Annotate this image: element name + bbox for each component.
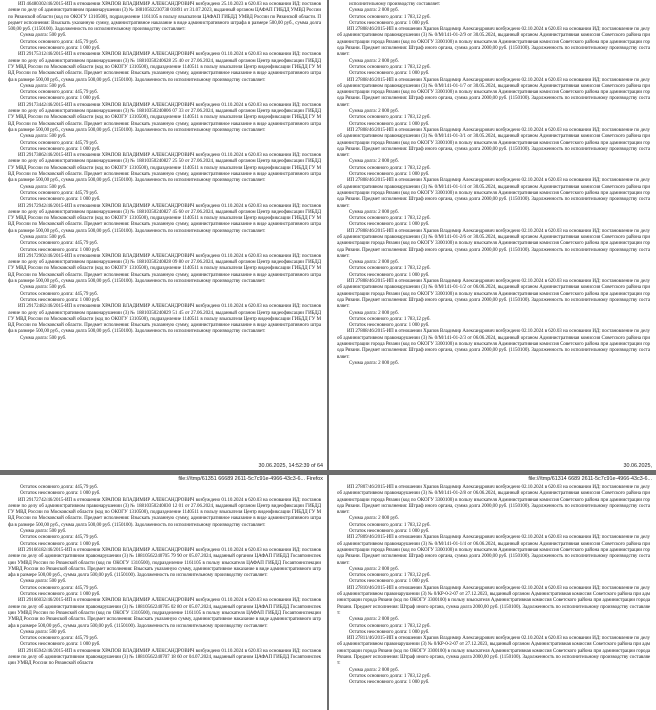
main-debt-remainder: Остаток основного долга: 445,79 руб.: [20, 241, 98, 247]
debt-amount: Сумма долга: 500 руб.: [20, 134, 67, 140]
main-debt-remainder: Остаток основного долга: 445,79 руб.: [20, 485, 98, 490]
enforcement-record: ИП 27808/46/2015-ИП в отношении Храпов Владимир Александрович возбуждено 02.10.2024 в 620.03 на основании ИД: постановление по делу об административном правонарушении (3) № 0/М/141-01-1/2 от 06.06.2024, выданный органом Административная комиссия Советского района при администрации города Рязани (код по ОКОГУ 3300100) в пользу взыскателя Административная комиссия Советского района при администрации города Рязани. Предмет исполнения: Штраф иного органа, сумма долга 2000,00 руб. (1150100). Задолженность по исполнительному производству составляет:: [337, 279, 650, 310]
nonmain-debt-remainder: Остаток неосновного долга: 1 000 руб.: [349, 71, 430, 77]
debt-amount: Сумма долга: 2 000 руб.: [349, 617, 399, 623]
enforcement-record: ИП 27808/46/2015-ИП в отношении Храпов Владимир Александрович возбуждено 02.10.2024 в 620.03 на основании ИД: постановление по делу об административном правонарушении (3) № 0/М/141-01-2/3 от 06.06.2024, выданный органом Административная комиссия Советского района при администрации города Рязани (код по ОКОГУ 3300100) в пользу взыскателя Административная комиссия Советского района при администрации города Рязани. Предмет исполнения: Штраф иного органа, сумма долга 2000,00 руб. (1150100). Задолженность по исполнительному производству составляет:: [337, 329, 650, 360]
main-debt-remainder: Остаток основного долга: 1 783,12 руб.: [349, 165, 431, 171]
nonmain-debt-remainder: Остаток неосновного долга: 1 000 руб.: [349, 629, 430, 635]
main-debt-remainder: Остаток основного долга: 1 783,12 руб.: [349, 115, 431, 121]
enforcement-record: ИП 27807/46/2015-ИП в отношении Храпов Владимир Александрович возбуждено 02.10.2024 в 620.03 на основании ИД: постановление по делу об административном правонарушении (3) № 0/М/141-01-2/8 от 06.06.2024, выданный органом Административная комиссия Советского района при администрации города Рязани (код по ОКОГУ 3300100) в пользу взыскателя Административная комиссия Советского района при администрации города Рязани. Предмет исполнения: Штраф иного органа, сумма долга 2000,00 руб. (1150100). Задолженность по исполнительному производству составляет:: [337, 485, 650, 516]
debt-amount: Сумма долга: 500 руб.: [20, 629, 67, 635]
debt-amount: Сумма долга: 500 руб.: [20, 579, 67, 585]
debt-amount: Сумма долга: 2 000 руб.: [349, 109, 399, 115]
enforcement-record: ИП 29165942/46/2015-ИП в отношении ХРАПОВ ВЛАДИМИР АЛЕКСАНДРОВИЧ возбуждено 01.10.2024 в 620.03 на основании ИД: постановление по делу об административном правонарушении (3) № 18810562240707 18 60 от 04.07.2024, выданный органом ЦАФАП ГИБДД Госавтоинспекции УМВД России по Рязанской области: [8, 648, 321, 667]
nonmain-debt-remainder: Остаток неосновного долга: 1 000 руб.: [349, 20, 430, 26]
debt-amount: Сумма долга: 500 руб.: [20, 234, 67, 240]
enforcement-record: ИП 29175312/46/2015-ИП в отношении ХРАПОВ ВЛАДИМИР АЛЕКСАНДРОВИЧ возбуждено 01.10.2024 в 620.03 на основании ИД: постановление по делу об административном правонарушении (3) № 18810350240628 25 40 от 27.06.2024, выданный органом Центр видеофиксации ГИБДД ГУ МВД России по Московской области (код по ОКОГУ 1310500), подразделение 1140511 в пользу взыскателя Центр видеофиксации ГИБДД ГУ МВД России по Московской области. Предмет исполнения: Взыскать указанную сумму, административное наказание в виде административного штрафа в размере 500,00 руб., сумма долга 500,00 руб. (1150100). Задолженность по исполнительному производству составляет:: [8, 52, 321, 83]
main-debt-remainder: Остаток основного долга: 1 783,12 руб.: [349, 64, 431, 70]
nonmain-debt-remainder: Остаток неосновного долга: 1 000 руб.: [349, 272, 430, 278]
nonmain-debt-remainder: Остаток неосновного долга: 1 000 руб.: [349, 222, 430, 228]
main-debt-remainder: Остаток основного долга: 1 783,12 руб.: [349, 623, 431, 629]
print-date: 30.06.2025,: [623, 463, 652, 469]
enforcement-record: ИП 29172942/46/2015-ИП в отношении ХРАПОВ ВЛАДИМИР АЛЕКСАНДРОВИЧ возбуждено 01.10.2024 в 620.03 на основании ИД: постановление по делу об административном правонарушении (3) № 18810350240827 45 60 от 27.06.2024, выданный органом Центр видеофиксации ГИБДД ГУ МВД России по Московской области (код по ОКОГУ 1310500), подразделение 1140511 в пользу взыскателя Центр видеофиксации ГИБДД ГУ МВД России по Московской области. Предмет исполнения: Взыскать указанную сумму, административное наказание в виде административного штрафа в размере 500,00 руб., сумма долга 500,00 руб. (1150100). Задолженность по исполнительному производству составляет:: [8, 203, 321, 234]
file-url: file:///tmp/61314 6689 2611-5c7c91e-4966-43c3-6...: [528, 476, 652, 482]
nonmain-debt-remainder: Остаток неосновного долга: 1 000 руб.: [20, 592, 101, 598]
main-debt-remainder: Остаток основного долга: 445,79 руб.: [20, 140, 98, 146]
main-debt-remainder: Остаток основного долга: 1 783,12 руб.: [349, 14, 431, 20]
record-tail: исполнительному производству составляет:: [349, 2, 441, 7]
nonmain-debt-remainder: Остаток неосновного долга: 1 000 руб.: [20, 247, 101, 253]
enforcement-record: ИП 29172482/46/2015-ИП в отношении ХРАПОВ ВЛАДИМИР АЛЕКСАНДРОВИЧ возбуждено 01.10.2024 в 620.03 на основании ИД: постановление по делу об административном правонарушении (3) № 18810350240829 51 45 от 27.06.2024, выданный органом Центр видеофиксации ГИБДД ГУ МВД России по Московской области (код по ОКОГУ 1310500), подразделение 1140511 в пользу взыскателя Центр видеофиксации ГИБДД ГУ МВД России по Московской области. Предмет исполнения: Взыскать указанную сумму, административное наказание в виде административного штрафа в размере 500,00 руб., сумма долга 500,00 руб. (1150100). Задолженность по исполнительному производству составляет:: [8, 304, 321, 335]
document-page-bottom-left: [0, 475, 327, 710]
debt-amount: Сумма долга: 500 руб.: [20, 184, 67, 190]
page-footer: [0, 463, 327, 470]
print-date-page: 30.06.2025, 14:52:39 of 64: [258, 463, 323, 469]
main-debt-remainder: Остаток основного долга: 1 783,12 руб.: [349, 316, 431, 322]
debt-amount: Сумма долга: 500 руб.: [20, 33, 67, 39]
main-debt-remainder: Остаток основного долга: 1 783,12 руб.: [349, 522, 431, 528]
enforcement-record: ИП 29172742/46/2015-ИП в отношении ХРАПОВ ВЛАДИМИР АЛЕКСАНДРОВИЧ возбуждено 01.10.2024 в 620.03 на основании ИД: постановление по делу об административном правонарушении (3) № 18810350240830 12 01 от 27.06.2024, выданный органом Центр видеофиксации ГИБДД ГУ МВД России по Московской области (код по ОКОГУ 1310500), подразделение 1140511 в пользу взыскателя Центр видеофиксации ГИБДД ГУ МВД России по Московской области. Предмет исполнения: Взыскать указанную сумму, административное наказание в виде административного штрафа в размере 500,00 руб., сумма долга 500,00 руб. (1150100). Задолженность по исполнительному производству составляет:: [8, 497, 321, 528]
debt-amount: Сумма долга: 500 руб.: [20, 529, 67, 535]
nonmain-debt-remainder: Остаток неосновного долга: 1 000 руб.: [20, 297, 101, 303]
page-content: [8, 485, 321, 668]
debt-amount: Сумма долга: 2 000 руб.: [349, 667, 399, 673]
debt-amount: Сумма долга: 2 000 руб.: [349, 159, 399, 165]
nonmain-debt-remainder: Остаток неосновного долга: 1 000 руб.: [20, 541, 101, 547]
enforcement-record: ИП 29173442/46/2015-ИП в отношении ХРАПОВ ВЛАДИМИР АЛЕКСАНДРОВИЧ возбуждено 01.10.2024 в 620.03 на основании ИД: постановление по делу об административном правонарушении (3) № 18810350240806 07 33 от 27.06.2024, выданный органом Центр видеофиксации ГИБДД ГУ МВД России по Московской области (код по ОКОГУ 1310500), подразделение 1140511 в пользу взыскателя Центр видеофиксации ГИБДД ГУ МВД России по Московской области. Предмет исполнения: Взыскать указанную сумму, административное наказание в виде административного штрафа в размере 500,00 руб., сумма долга 500,00 руб. (1150100). Задолженность по исполнительному производству составляет:: [8, 102, 321, 133]
debt-amount: Сумма долга: 2 000 руб.: [349, 260, 399, 266]
page-footer: [329, 463, 656, 470]
enforcement-record: ИП 27808/46/2015-ИП в отношении Храпов Владимир Александрович возбуждено 02.10.2024 в 620.03 на основании ИД: постановление по делу об административном правонарушении (3) № 0/М/141-01-1/7 от 30.05.2024, выданный органом Административная комиссия Советского района при администрации города Рязани (код по ОКОГУ 3300100) в пользу взыскателя Административная комиссия Советского района при администрации города Рязани. Предмет исполнения: Штраф иного органа, сумма долга 2000,00 руб. (1150100). Задолженность по исполнительному производству составляет:: [337, 77, 650, 108]
main-debt-remainder: Остаток основного долга: 445,79 руб.: [20, 636, 98, 642]
file-url: file:///tmp/61351 66689 2611-5c7c91e-4966-43c3-6... Firefox: [178, 476, 323, 482]
main-debt-remainder: Остаток основного долга: 1 783,12 руб.: [349, 216, 431, 222]
debt-amount: Сумма долга: 500 руб.: [20, 285, 67, 291]
enforcement-record: ИП 29166032/46/2015-ИП в отношении ХРАПОВ ВЛАДИМИР АЛЕКСАНДРОВИЧ возбуждено 01.10.2024 в 620.03 на основании ИД: постановление по делу об административном правонарушении (3) № 18810562240705 02 80 от 05.07.2024, выданный органом ЦАФАП ГИБДД Госавтоинспекции УМВД России по Рязанской области (код по ОКОГУ 1310500), подразделение 1161105 в пользу взыскателя ЦАФАП ГИБДД Госавтоинспекции УМВД России по Рязанской области. Предмет исполнения: Взыскать указанную сумму, административное наказание в виде административного штрафа в размере 500,00 руб., сумма долга 500,00 руб. (1150100). Задолженность по исполнительному производству составляет:: [8, 598, 321, 629]
enforcement-record: ИП 27811/46/2015-ИП в отношении Храпов Владимир Александрович возбуждено 02.10.2024 в 620.03 на основании ИД: постановление по делу об административном правонарушении (3) № 0/КР-0-2-07 от 27.12.2023, выданный органом Административная комиссия Советского района при администрации города Рязани (код по ОКОГУ 3300100) в пользу взыскателя Административная комиссия Советского района при администрации города Рязани. Предмет исполнения: Штраф иного органа, сумма долга 2000,00 руб. (1150100). Задолженность по исполнительному производству составляет:: [337, 636, 650, 667]
document-page-top-right: [329, 0, 656, 470]
nonmain-debt-remainder: Остаток неосновного долга: 1 000 руб.: [20, 197, 101, 203]
nonmain-debt-remainder: Остаток неосновного долга: 1 000 руб.: [20, 146, 101, 152]
nonmain-debt-remainder: Остаток неосновного долга: 1 000 руб.: [349, 323, 430, 329]
enforcement-record: ИП 27809/46/2015-ИП в отношении Храпов Владимир Александрович возбуждено 02.10.2024 в 620.03 на основании ИД: постановление по делу об административном правонарушении (3) № 0/М/141-01-1/4 от 06.06.2024, выданный органом Административная комиссия Советского района при администрации города Рязани (код по ОКОГУ 3300100) в пользу взыскателя Административная комиссия Советского района при администрации города Рязани. Предмет исполнения: Штраф иного органа, сумма долга 2000,00 руб. (1150100). Задолженность по исполнительному производству составляет:: [337, 535, 650, 566]
enforcement-record: ИП 46480302/46/2015-ИП в отношении ХРАПОВ ВЛАДИМИР АЛЕКСАНДРОВИЧ возбуждено 25.10.2023 в 620.03 на основании ИД: постановление по делу об административном правонарушении (3) № 18810562230738 01891 от 31.07.2023, выданный органом ЦАФАП ГИБДД УМВД России по Рязанской области (код по ОКОГУ 1310500), подразделение 1161105 в пользу взыскателя ЦАФАП ГИБДД УМВД России по Рязанской области. Предмет исполнения: Взыскать указанную сумму, административное наказание в виде административного штрафа в размере 500,00 руб., сумма долга 500,00 руб. (1150100). Задолженность по исполнительному производству составляет:: [8, 2, 321, 33]
enforcement-record: ИП 27808/46/2015-ИП в отношении Храпов Владимир Александрович возбуждено 02.10.2024 в 620.03 на основании ИД: постановление по делу об административном правонарушении (3) № 0/М/141-01-3/1 от 30.05.2024, выданный органом Административная комиссия Советского района при администрации города Рязани (код по ОКОГУ 3300100) в пользу взыскателя Административная комиссия Советского района при администрации города Рязани. Предмет исполнения: Штраф иного органа, сумма долга 2000,00 руб. (1150100). Задолженность по исполнительному производству составляет:: [337, 127, 650, 159]
page-content: [8, 2, 321, 342]
enforcement-record: ИП 29172902/46/2015-ИП в отношении ХРАПОВ ВЛАДИМИР АЛЕКСАНДРОВИЧ возбуждено 01.10.2024 в 620.03 на основании ИД: постановление по делу об административном правонарушении (3) № 18810350240828 09 80 от 27.06.2024, выданный органом Центр видеофиксации ГИБДД ГУ МВД России по Московской области (код по ОКОГУ 1310500), подразделение 1140511 в пользу взыскателя Центр видеофиксации ГИБДД ГУ МВД России по Московской области. Предмет исполнения: Взыскать указанную сумму, административное наказание в виде административного штрафа в размере 500,00 руб., сумма долга 500,00 руб. (1150100). Задолженность по исполнительному производству составляет:: [8, 253, 321, 285]
main-debt-remainder: Остаток основного долга: 445,79 руб.: [20, 90, 98, 96]
main-debt-remainder: Остаток основного долга: 445,79 руб.: [20, 585, 98, 591]
enforcement-record: ИП 27808/46/2015-ИП в отношении Храпов Владимир Александрович возбуждено 02.10.2024 в 620.03 на основании ИД: постановление по делу об административном правонарушении (3) № 0/М/141-01-2/6 от 30.05.2024, выданный органом Административная комиссия Советского района при администрации города Рязани (код по ОКОГУ 3300100) в пользу взыскателя Административная комиссия Советского района при администрации города Рязани. Предмет исполнения: Штраф иного органа, сумма долга 2000,00 руб. (1150100). Задолженность по исполнительному производству составляет:: [337, 228, 650, 259]
enforcement-record: ИП 29173862/46/2015-ИП в отношении ХРАПОВ ВЛАДИМИР АЛЕКСАНДРОВИЧ возбуждено 01.10.2024 в 620.03 на основании ИД: постановление по делу об административном правонарушении (3) № 18810350240827 25 50 от 27.06.2024, выданный органом Центр видеофиксации ГИБДД ГУ МВД России по Московской области (код по ОКОГУ 1310500), подразделение 1140511 в пользу взыскателя Центр видеофиксации ГИБДД ГУ МВД России по Московской области. Предмет исполнения: Взыскать указанную сумму, административное наказание в виде административного штрафа в размере 500,00 руб., сумма долга 500,00 руб. (1150100). Задолженность по исполнительному производству составляет:: [8, 153, 321, 184]
nonmain-debt-remainder: Остаток неосновного долга: 1 000 руб.: [349, 121, 430, 127]
enforcement-record: ИП 29166182/46/2015-ИП в отношении ХРАПОВ ВЛАДИМИР АЛЕКСАНДРОВИЧ возбуждено 01.10.2024 в 620.03 на основании ИД: постановление по делу об административном правонарушении (3) № 18810562240705 79 90 от 05.07.2024, выданный органом ЦАФАП ГИБДД Госавтоинспекции УМВД России по Рязанской области (код по ОКОГУ 1310500), подразделение 1161105 в пользу взыскателя ЦАФАП ГИБДД Госавтоинспекции УМВД России по Рязанской области. Предмет исполнения: Взыскать указанную сумму, административное наказание в виде административного штрафа в размере 500,00 руб., сумма долга 500,00 руб. (1150100). Задолженность по исполнительному производству составляет:: [8, 547, 321, 579]
nonmain-debt-remainder: Остаток неосновного долга: 1 000 руб.: [349, 529, 430, 535]
debt-amount: Сумма долга: 2 000 руб.: [349, 360, 399, 366]
enforcement-record: ИП 27810/46/2015-ИП в отношении Храпов Владимир Александрович возбуждено 02.10.2024 в 620.03 на основании ИД: постановление по делу об административном правонарушении (3) № 0/КР-0-2-07 от 27.12.2023, выданный органом Административная комиссия Советского района при администрации города Рязани (код по ОКОГУ 3300100) в пользу взыскателя Административная комиссия Советского района при администрации города Рязани. Предмет исполнения: Штраф иного органа, сумма долга 2000,00 руб. (1150100). Задолженность по исполнительному производству составляет:: [337, 585, 650, 616]
debt-amount: Сумма долга: 2 000 руб.: [349, 566, 399, 572]
page-header: [329, 475, 656, 483]
nonmain-debt-remainder: Остаток неосновного долга: 1 000 руб.: [349, 172, 430, 178]
debt-amount: Сумма долга: 500 руб.: [20, 83, 67, 89]
debt-amount: Сумма долга: 2 000 руб.: [349, 516, 399, 522]
main-debt-remainder: Остаток основного долга: 1 783,12 руб.: [349, 266, 431, 272]
nonmain-debt-remainder: Остаток неосновного долга: 1 000 руб.: [20, 96, 101, 102]
nonmain-debt-remainder: Остаток неосновного долга: 1 000 руб.: [20, 642, 101, 648]
debt-amount: Сумма долга: 2 000 руб.: [349, 8, 399, 14]
main-debt-remainder: Остаток основного долга: 445,79 руб.: [20, 535, 98, 541]
nonmain-debt-remainder: Остаток неосновного долга: 1 000 руб.: [349, 579, 430, 585]
page-content: [337, 2, 650, 367]
page-header: [0, 475, 327, 483]
debt-amount: Сумма долга: 2 000 руб.: [349, 209, 399, 215]
nonmain-debt-remainder: Остаток неосновного долга: 1 000 руб.: [349, 680, 430, 686]
main-debt-remainder: Остаток основного долга: 1 783,12 руб.: [349, 573, 431, 579]
debt-amount: Сумма долга: 2 000 руб.: [349, 58, 399, 64]
enforcement-record: ИП 27808/46/2015-ИП в отношении Храпов Владимир Александрович возбуждено 02.10.2024 в 620.03 на основании ИД: постановление по делу об административном правонарушении (3) № 0/М/141-01-1/4 от 30.05.2024, выданный органом Административная комиссия Советского района при администрации города Рязани (код по ОКОГУ 3300100) в пользу взыскателя Административная комиссия Советского района при администрации города Рязани. Предмет исполнения: Штраф иного органа, сумма долга 2000,00 руб. (1150100). Задолженность по исполнительному производству составляет:: [337, 178, 650, 209]
debt-amount: Сумма долга: 500 руб.: [20, 335, 67, 341]
nonmain-debt-remainder: Остаток неосновного долга: 1 000 руб.: [20, 491, 101, 497]
page-content: [337, 485, 650, 687]
main-debt-remainder: Остаток основного долга: 445,79 руб.: [20, 190, 98, 196]
main-debt-remainder: Остаток основного долга: 445,79 руб.: [20, 291, 98, 297]
enforcement-record: ИП 27808/46/2015-ИП в отношении Храпов Владимир Александрович возбуждено 02.10.2024 в 620.03 на основании ИД: постановление по делу об административном правонарушении (3) № 0/М/141-01-2/9 от 30.05.2024, выданный органом Административная комиссия Советского района при администрации города Рязани (код по ОКОГУ 3300100) в пользу взыскателя Административная комиссия Советского района при администрации города Рязани. Предмет исполнения: Штраф иного органа, сумма долга 2000,00 руб. (1150100). Задолженность по исполнительному производству составляет:: [337, 27, 650, 58]
document-page-top-left: [0, 0, 327, 470]
nonmain-debt-remainder: Остаток неосновного долга: 1 000 руб.: [20, 46, 101, 52]
main-debt-remainder: Остаток основного долга: 1 783,12 руб.: [349, 673, 431, 679]
main-debt-remainder: Остаток основного долга: 445,79 руб.: [20, 39, 98, 45]
document-page-bottom-right: [329, 475, 656, 710]
debt-amount: Сумма долга: 2 000 руб.: [349, 310, 399, 316]
